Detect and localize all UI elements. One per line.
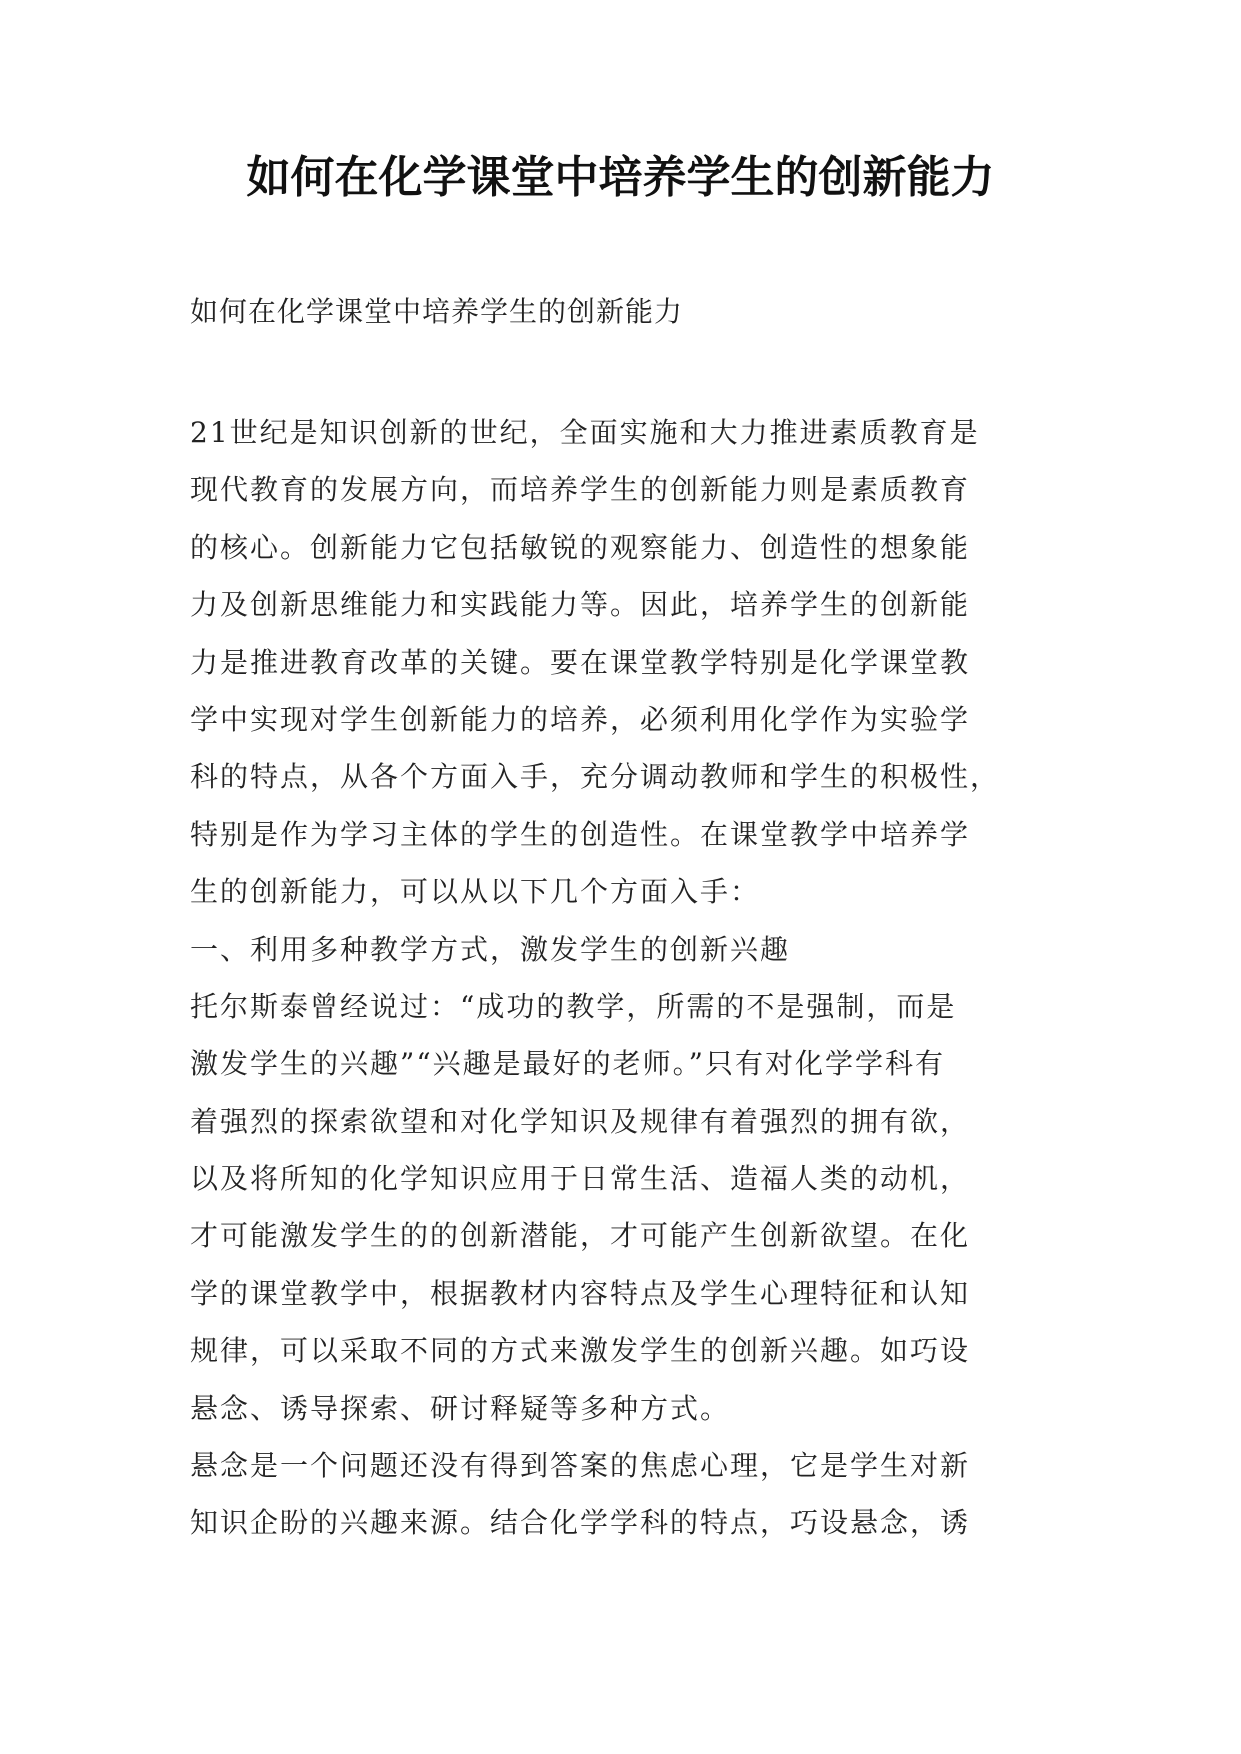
body-line: 以及将所知的化学知识应用于日常生活、造福人类的动机， xyxy=(190,1162,971,1196)
body-line: 托尔斯泰曾经说过：“成功的教学，所需的不是强制，而是 xyxy=(190,989,957,1023)
document-body xyxy=(190,404,1062,1552)
body-line: 21世纪是知识创新的世纪，全面实施和大力推进素质教育是 xyxy=(190,416,980,449)
body-line: 学的课堂教学中，根据教材内容特点及学生心理特征和认知 xyxy=(190,1276,971,1310)
body-line: 悬念是一个问题还没有得到答案的焦虑心理，它是学生对新 xyxy=(190,1449,971,1483)
body-line: 才可能激发学生的的创新潜能，才可能产生创新欲望。在化 xyxy=(190,1219,971,1253)
body-line: 知识企盼的兴趣来源。结合化学学科的特点，巧设悬念，诱 xyxy=(190,1506,971,1540)
body-line: 力及创新思维能力和实践能力等。因此，培养学生的创新能 xyxy=(190,588,971,622)
body-line: 激发学生的兴趣”“兴趣是最好的老师。”只有对化学学科有 xyxy=(190,1047,945,1081)
body-line: 悬念、诱导探索、研讨释疑等多种方式。 xyxy=(190,1391,731,1425)
body-line: 着强烈的探索欲望和对化学知识及规律有着强烈的拥有欲， xyxy=(190,1104,971,1138)
document-subtitle: 如何在化学课堂中培养学生的创新能力 xyxy=(190,295,684,328)
document-title: 如何在化学课堂中培养学生的创新能力 xyxy=(246,152,995,203)
body-line: 的核心。创新能力它包括敏锐的观察能力、创造性的想象能 xyxy=(190,530,971,564)
body-line: 现代教育的发展方向，而培养学生的创新能力则是素质教育 xyxy=(190,473,971,507)
body-line: 规律，可以采取不同的方式来激发学生的创新兴趣。如巧设 xyxy=(190,1334,971,1368)
body-line: 生的创新能力，可以从以下几个方面入手： xyxy=(190,875,761,909)
section-heading: 一、利用多种教学方式，激发学生的创新兴趣 xyxy=(190,932,791,966)
body-line: 科的特点，从各个方面入手，充分调动教师和学生的积极性， xyxy=(190,760,1001,794)
body-line: 学中实现对学生创新能力的培养，必须利用化学作为实验学 xyxy=(190,702,971,736)
body-line: 特别是作为学习主体的学生的创造性。在课堂教学中培养学 xyxy=(190,817,971,851)
body-line: 力是推进教育改革的关键。要在课堂教学特别是化学课堂教 xyxy=(190,645,971,679)
